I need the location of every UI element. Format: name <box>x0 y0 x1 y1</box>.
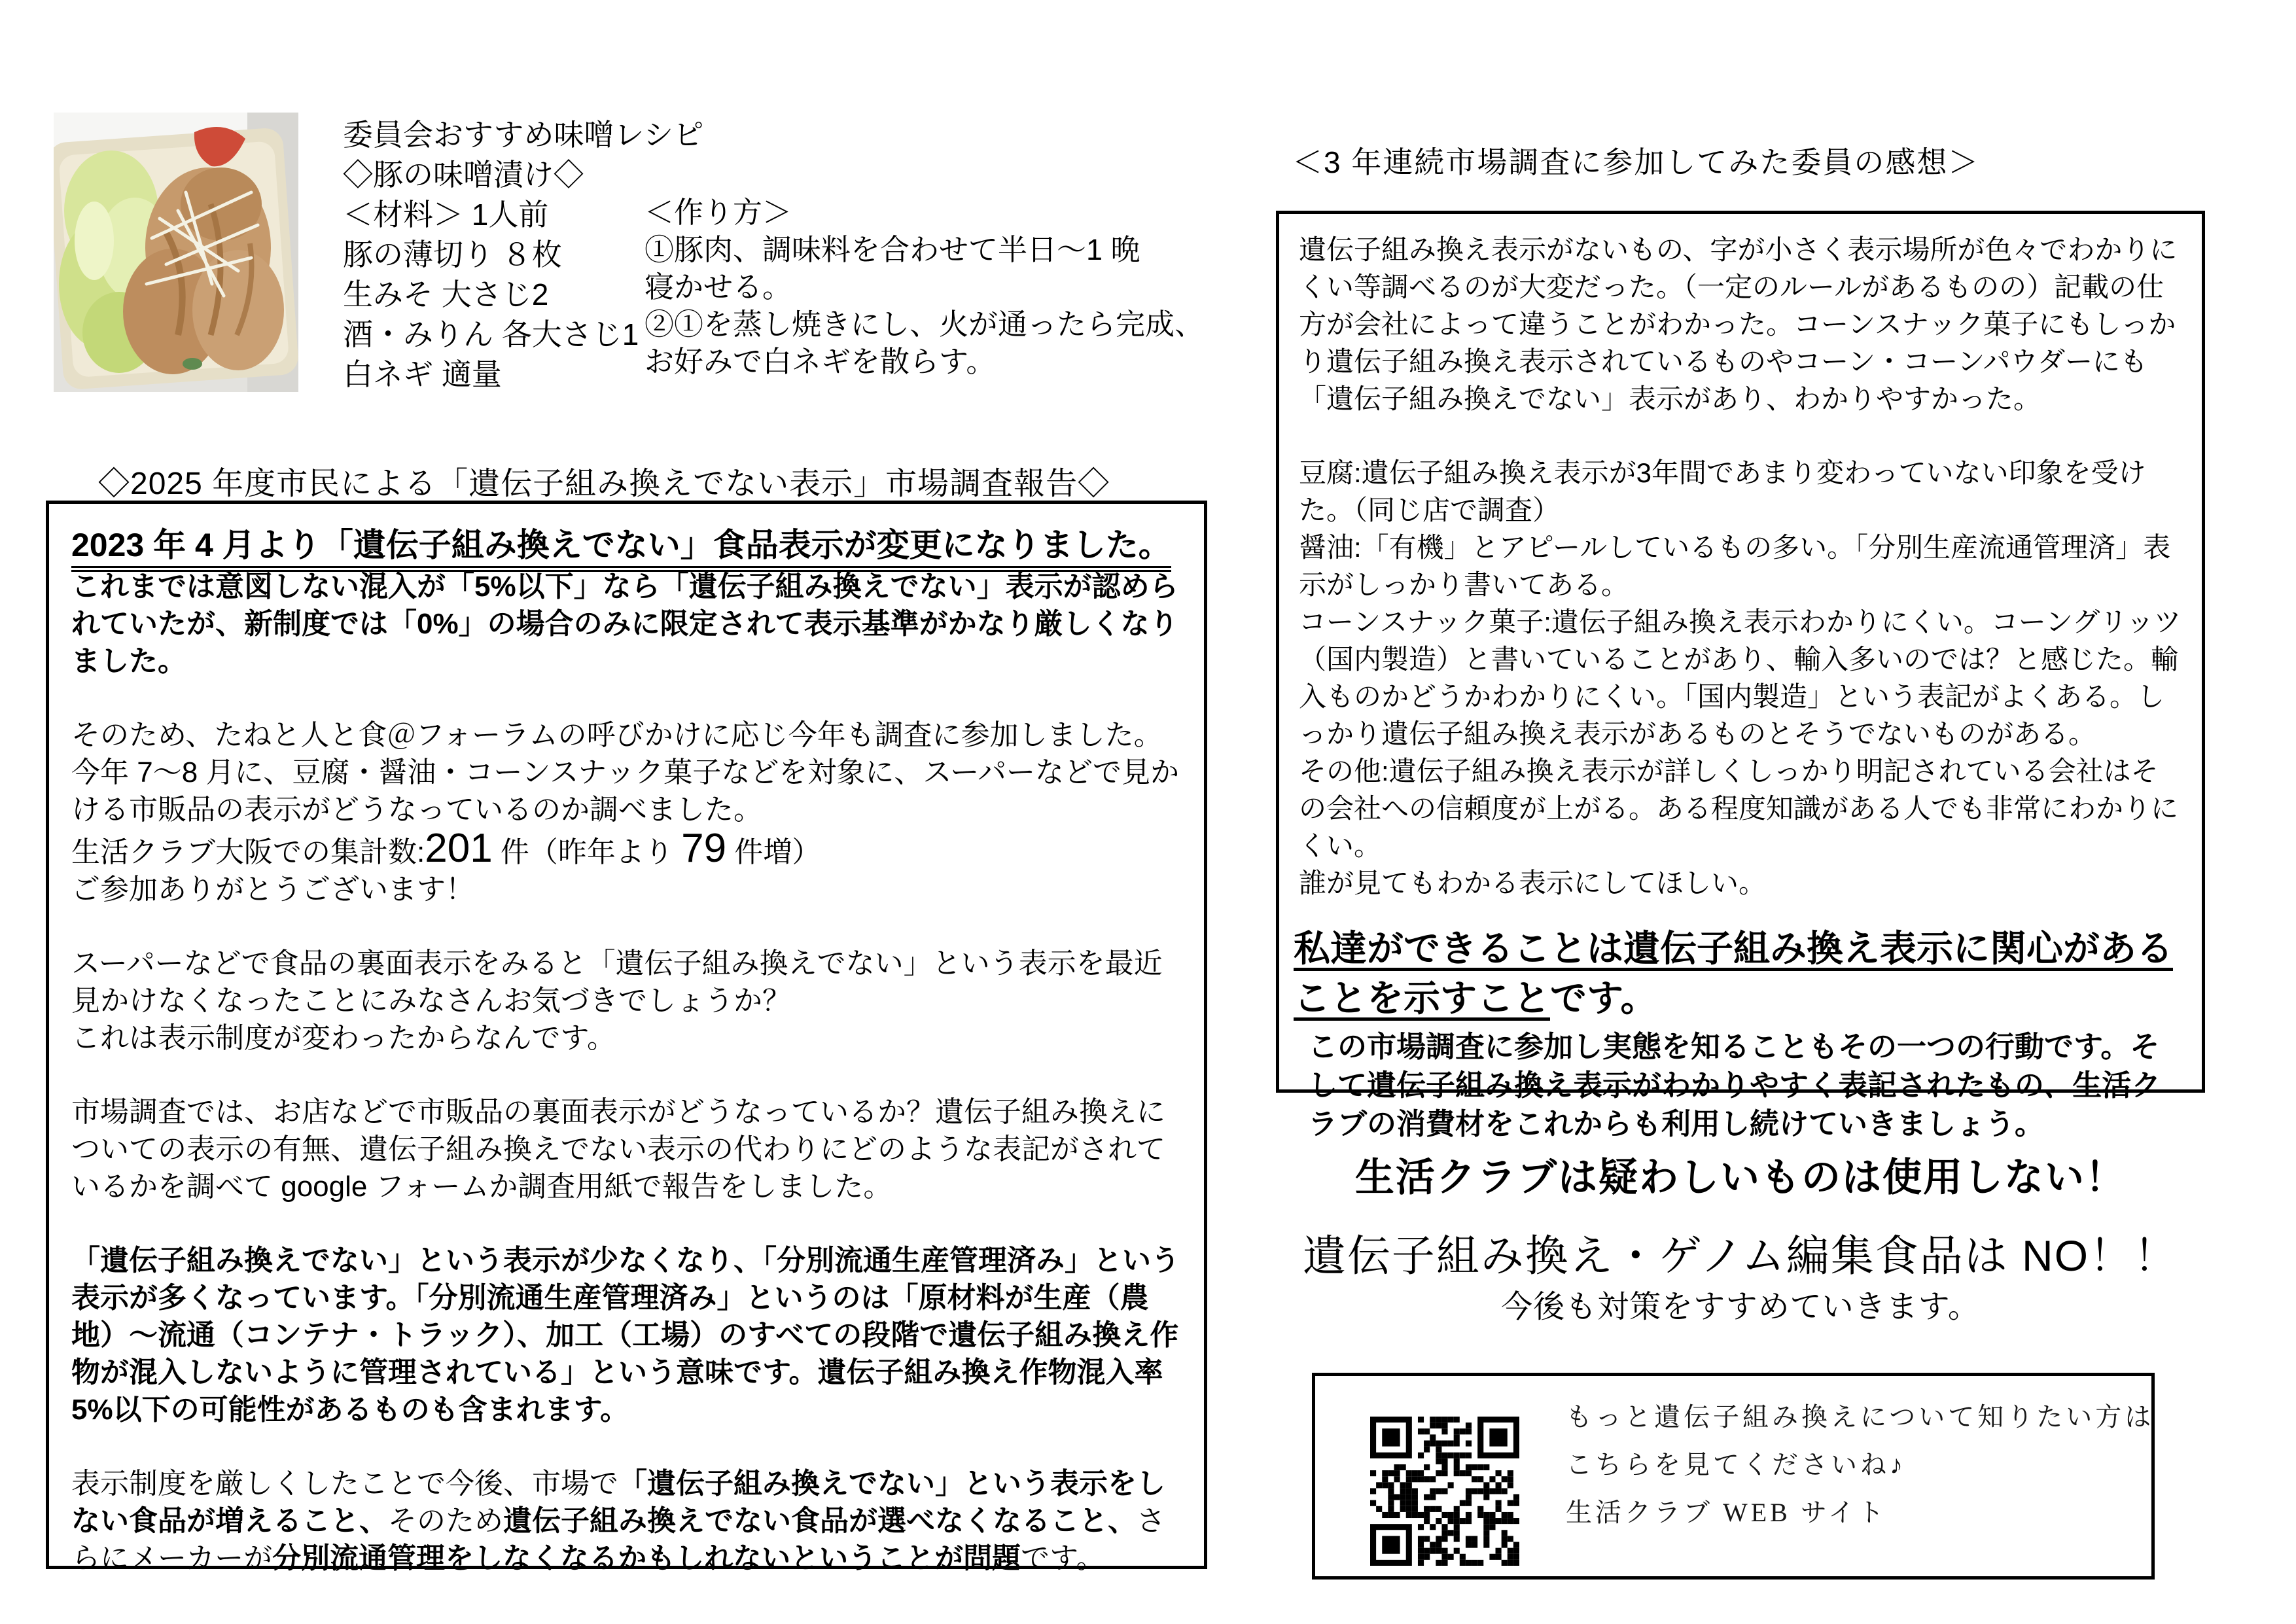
report-change-paragraph: これまでは意図しない混入が「5%以下」なら「遺伝子組み換えでない」表示が認められていたが、新制度では「0%」の場合のみに限定されて表示基準がかなり厳しくなりました。 <box>71 571 1178 677</box>
qr-caption-line: もっと遺伝子組み換えについて知りたい方は <box>1566 1402 2155 1432</box>
recipe-dish-title: ◇豚の味噌漬け◇ <box>343 158 584 192</box>
recipe-step: 寝かせる。 <box>645 270 792 304</box>
feedback-tofu: 豆腐:遺伝子組み換え表示が3年間であまり変わっていない印象を受けた。（同じ店で調査） <box>1299 457 2146 525</box>
recipe-ingredient: 豚の薄切り ８枚 <box>343 238 562 272</box>
report-forum-paragraph: そのため、たねと人と食＠フォーラムの呼びかけに応じ今年も調査に参加しました。 <box>71 719 1163 751</box>
report-reason-paragraph: これは表示制度が変わったからなんです。 <box>71 1022 616 1054</box>
feedback-other: その他:遺伝子組み換え表示が詳しくしっかり明記されている会社はその会社への信頼度が上がる。ある程度知識がある人でも非常にわかりにくい。 <box>1299 756 2179 861</box>
slogan-no-doubtful: 生活クラブは疑わしいものは使用しない！ <box>1355 1156 2126 1199</box>
feedback-corn-snack: コーンスナック菓子:遺伝子組み換え表示わかりにくい。コーングリッツ（国内製造）と書いていることがあり、輸入多いのでは？と感じた。輸入ものかどうかわかりにくい。「国内製造」という表記がよくある。しっかり遺伝子組み換え表示があるものとそうでないものがある。 <box>1299 607 2181 749</box>
feedback-box <box>1276 211 2205 1140</box>
report-heading: 2023 年 4 月より「遺伝子組み換えでない」食品表示が変更になりました。 <box>71 522 1188 568</box>
report-thanks: ご参加ありがとうございます！ <box>71 874 474 906</box>
feedback-action-paragraph: この市場調査に参加し実態を知ることもその一つの行動です。そして遺伝子組み換え表示がわかりやすく表記されたもの、生活クラブの消費材をこれからも利用し続けていきましょう。 <box>1308 1030 2161 1140</box>
recipe-steps-block <box>645 194 1204 380</box>
recipe-materials-label: ＜材料＞ 1人前 <box>343 198 549 232</box>
spacer <box>71 680 1188 716</box>
feedback-header: ＜3 年連続市場調査に参加してみた委員の感想＞ <box>1292 145 1980 179</box>
recipe-ingredient: 酒・みりん 各大さじ1 <box>343 317 639 351</box>
spacer <box>1299 417 2183 454</box>
tally-suffix: 件増） <box>726 836 821 868</box>
report-method-paragraph: 市場調査では、お店などで市販品の裏面表示がどうなっているか？遺伝子組み換えについての表示の有無、遺伝子組み換えでない表示の代わりにどのような表記がされているかを調べて google フォームか調査用紙で報告をしました。 <box>71 1096 1165 1203</box>
qr-info-box <box>1312 1373 2155 1580</box>
spacer <box>71 908 1188 945</box>
recipe-ingredient: 生みそ 大さじ2 <box>343 277 549 311</box>
tally-prefix: 生活クラブ大阪での集計数: <box>71 836 425 868</box>
slogan-gmo-no: 遺伝子組み換え・ゲノム編集食品は NO！！ <box>1302 1231 2179 1280</box>
slogan-measures: 今後も対策をすすめていきます。 <box>1501 1290 1980 1324</box>
recipe-ingredient: 白ネギ 適量 <box>343 357 502 391</box>
recipe-steps-label: ＜作り方＞ <box>645 196 792 229</box>
tally-line <box>71 828 1188 871</box>
qr-code <box>1370 1417 1519 1566</box>
report-notice-paragraph: スーパーなどで食品の裏面表示をみると「遺伝子組み換えでない」という表示を最近見かけなくなったことにみなさんお気づきでしょうか？ <box>71 947 1163 1017</box>
spacer <box>71 1428 1188 1465</box>
recipe-header: 委員会おすすめ味噌レシピ <box>343 118 704 152</box>
qr-caption-line: こちらを見てくださいね♪ <box>1566 1450 1906 1479</box>
recipe-step: お好みで白ネギを散らす。 <box>645 345 996 378</box>
recipe-step: ①豚肉、調味料を合わせて半日～1 晩 <box>645 233 1140 266</box>
qr-caption <box>1566 1393 2154 1536</box>
report-title: ◇2025 年度市民による「遺伝子組み換えでない表示」市場調査報告◇ <box>98 467 1110 501</box>
dish-photo-illustration <box>54 113 298 392</box>
tally-count: 201 <box>425 826 493 871</box>
dish-photo <box>54 113 298 392</box>
tally-mid: 件（昨年より <box>492 836 682 868</box>
tally-increase: 79 <box>681 826 727 871</box>
spacer <box>71 1057 1188 1093</box>
feedback-general: 遺伝子組み換え表示がないもの、字が小さく表示場所が色々でわかりにくい等調べるのが大変だった。（一定のルールがあるものの）記載の仕方が会社によって違うことがわかった。コーンスナック菓子にもしっかり遺伝子組み換え表示されているものやコーン・コーンパウダーにも「遺伝子組み換えでない」表示があり、わかりやすかった。 <box>1299 234 2178 414</box>
feedback-soy-sauce: 醤油:「有機」とアピールしているもの多い。「分別生産流通管理済」表示がしっかり書いてある。 <box>1299 532 2171 600</box>
spacer <box>71 1205 1188 1242</box>
report-problem-paragraph: 表示制度を厳しくしたことで今後、市場で「遺伝子組み換えでない」という表示をしない食品が増えること、そのため遺伝子組み換えでない食品が選べなくなること、さらにメーカーが分別流通管理をしなくなるかもしれないということが問題です。 <box>71 1468 1165 1574</box>
report-box <box>46 501 1207 1574</box>
report-survey-paragraph: 今年 7～8 月に、豆腐・醤油・コーンスナック菓子などを対象に、スーパーなどで見かける市販品の表示がどうなっているのか調べました。 <box>71 756 1180 826</box>
report-trend-paragraph: 「遺伝子組み換えでない」という表示が少なくなり、「分別流通生産管理済み」という表示が多くなっています。「分別流通生産管理済み」というのは「原材料が生産（農地）～流通（コンテナ・トラック）、加工（工場）のすべての段階で遺伝子組み換え作物が混入しないように管理されている」という意味です。遺伝子組み換え作物混入率5%以下の可能性があるものも含まれます。 <box>71 1244 1180 1426</box>
call-to-action-statement: 私達ができることは遺伝子組み換え表示に関心があることを示すことです。 <box>1294 928 2173 1019</box>
recipe-step: ②①を蒸し焼きにし、火が通ったら完成、 <box>645 308 1205 341</box>
feedback-wish: 誰が見てもわかる表示にしてほしい。 <box>1299 868 1767 898</box>
qr-caption-line: 生活クラブ WEB サイト <box>1566 1498 1888 1527</box>
